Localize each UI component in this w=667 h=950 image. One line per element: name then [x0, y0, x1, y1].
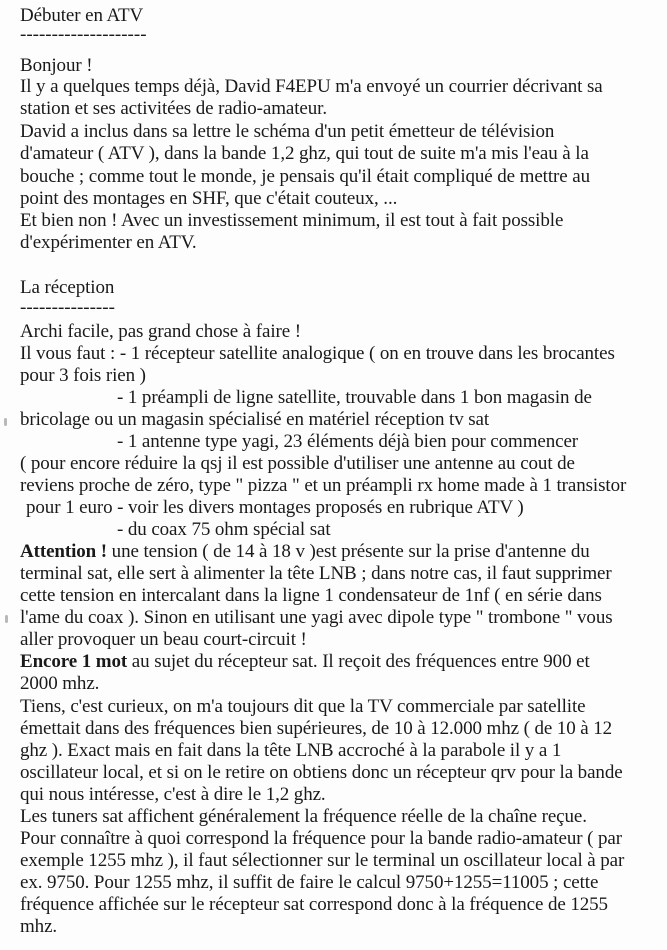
paragraph-line: qui nous intéresse, c'est à dire le 1,2 ghz.: [20, 784, 326, 805]
paragraph-line: exemple 1255 mhz ), il faut sélectionner sur le terminal un oscillateur local à par: [20, 850, 625, 871]
scan-speck: [4, 418, 7, 426]
paragraph-line: Archi facile, pas grand chose à faire !: [20, 321, 301, 342]
paragraph-line: d'expérimenter en ATV.: [20, 232, 197, 253]
document-title: Débuter en ATV: [20, 5, 144, 26]
paragraph-line: aller provoquer un beau court-circuit !: [20, 629, 307, 650]
paragraph-line: ghz ). Exact mais en fait dans la tête LNB accroché à la parabole il y a 1: [20, 740, 562, 761]
paragraph-line: mhz.: [20, 916, 58, 937]
list-item-line: - 1 antenne type yagi, 23 éléments déjà bien pour commencer: [117, 431, 579, 452]
encore-text: au sujet du récepteur sat. Il reçoit des fréquences entre 900 et: [127, 651, 590, 672]
paragraph-line: fréquence affichée sur le récepteur sat correspond donc à la fréquence de 1255: [20, 894, 608, 915]
attention-line: [20, 541, 590, 563]
paragraph-line: Bonjour !: [20, 55, 93, 76]
attention-text: une tension ( de 14 à 18 v )est présente sur la prise d'antenne du: [107, 541, 590, 562]
paragraph-line: terminal sat, elle sert à alimenter la tête LNB ; dans notre cas, il faut supprimer: [20, 563, 612, 584]
paragraph-line: pour 3 fois rien ): [20, 365, 146, 386]
section-heading: La réception: [20, 277, 115, 298]
attention-label: Attention !: [20, 541, 108, 562]
paragraph-line: bricolage ou un magasin spécialisé en matériel réception tv sat: [20, 409, 490, 430]
paragraph-line: David a inclus dans sa lettre le schéma d'un petit émetteur de télévision: [20, 121, 555, 142]
paragraph-line: cette tension en intercalant dans la ligne 1 condensateur de 1nf ( en série dans: [20, 585, 602, 606]
title-underline: --------------------: [20, 24, 147, 45]
paragraph-line: Il vous faut : - 1 récepteur satellite analogique ( on en trouve dans les brocantes: [20, 343, 615, 364]
paragraph-line: émettait dans des fréquences bien supérieures, de 10 à 12.000 mhz ( de 10 à 12: [20, 718, 613, 739]
paragraph-line: 2000 mhz.: [20, 673, 100, 694]
scan-speck: [5, 615, 8, 623]
paragraph-line: station et ses activitées de radio-amateur.: [20, 98, 327, 119]
paragraph-line: ex. 9750. Pour 1255 mhz, il suffit de faire le calcul 9750+1255=11005 ; cette: [20, 872, 599, 893]
paragraph-line: ( pour encore réduire la qsj il est possible d'utiliser une antenne au cout de: [20, 453, 575, 474]
paragraph-line: point des montages en SHF, que c'était couteux, ...: [20, 188, 398, 209]
paragraph-line: d'amateur ( ATV ), dans la bande 1,2 ghz, qui tout de suite m'a mis l'eau à la: [20, 143, 589, 164]
paragraph-line: Les tuners sat affichent généralement la fréquence réelle de la chaîne reçue.: [20, 806, 587, 827]
list-item-line: - du coax 75 ohm spécial sat: [117, 519, 331, 540]
paragraph-line: Il y a quelques temps déjà, David F4EPU m'a envoyé un courrier décrivant sa: [20, 76, 603, 97]
section-underline: ---------------: [20, 297, 115, 318]
paragraph-line: pour 1 euro - voir les divers montages proposés en rubrique ATV ): [26, 497, 524, 518]
paragraph-line: Et bien non ! Avec un investissement minimum, il est tout à fait possible: [20, 210, 564, 231]
encore-label: Encore 1 mot: [20, 651, 128, 672]
paragraph-line: bouche ; comme tout le monde, je pensais qu'il était compliqué de mettre au: [20, 166, 590, 187]
paragraph-line: Tiens, c'est curieux, on m'a toujours dit que la TV commerciale par satellite: [20, 696, 586, 717]
list-item-line: - 1 préampli de ligne satellite, trouvable dans 1 bon magasin de: [117, 387, 592, 408]
paragraph-line: reviens proche de zéro, type " pizza " et un préampli rx home made à 1 transistor: [20, 475, 627, 496]
encore-line: [20, 651, 590, 673]
paragraph-line: l'ame du coax ). Sinon en utilisant une yagi avec dipole type " trombone " vous: [20, 607, 613, 628]
paragraph-line: oscillateur local, et si on le retire on obtiens donc un récepteur qrv pour la bande: [20, 762, 623, 783]
paragraph-line: Pour connaître à quoi correspond la fréquence pour la bande radio-amateur ( par: [20, 828, 622, 849]
